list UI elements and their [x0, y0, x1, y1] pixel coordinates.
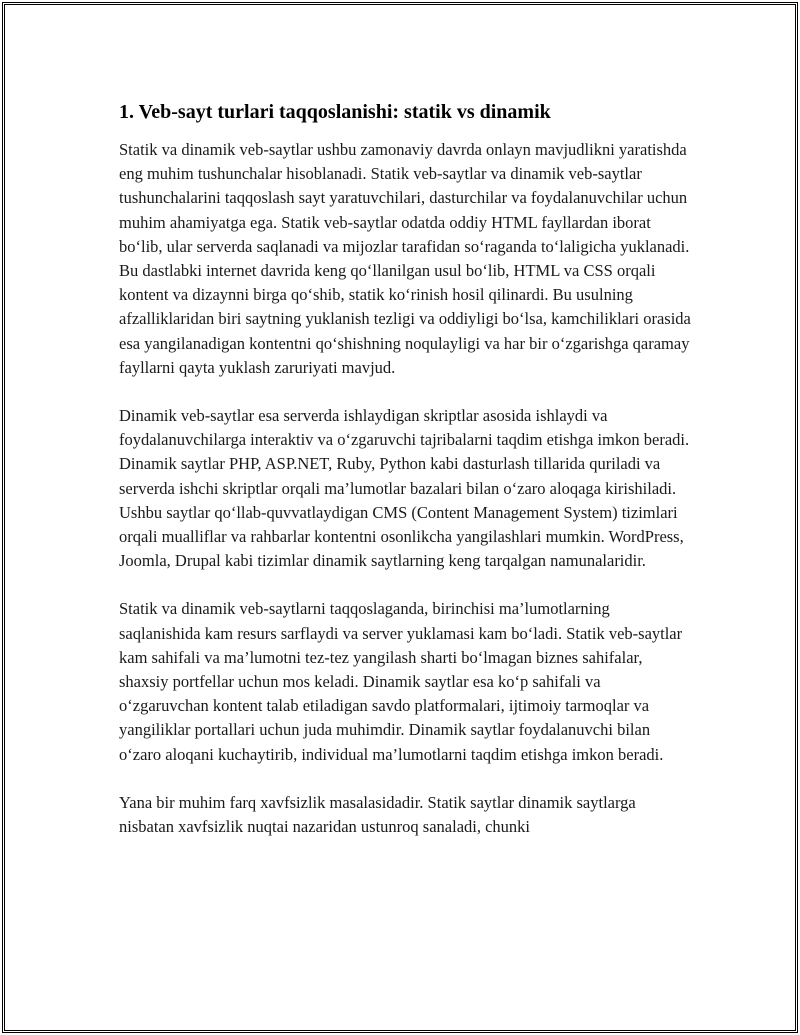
page-frame	[2, 2, 798, 1033]
paragraph-2: Dinamik veb-saytlar esa serverda ishlaydigan skriptlar asosida ishlaydi va foydalanuvchilarga interaktiv va o‘zgaruvchi tajribalarni taqdim etishga imkon beradi. Dinamik saytlar PHP, ASP.NET, Ruby, Python kabi dasturlash tillarida quriladi va serverda ishchi skriptlar orqali ma’lumotlar bazalari bilan o‘zaro aloqaga kirishiladi. Ushbu saytlar qo‘llab-quvvatlaydigan CMS (Content Management System) tizimlari orqali mualliflar va rahbarlar kontentni osonlikcha yangilashlari mumkin. WordPress, Joomla, Drupal kabi tizimlar dinamik saytlarning keng tarqalgan namunalaridir.	[119, 406, 690, 571]
paragraph-4: Yana bir muhim farq xavfsizlik masalasidadir. Statik saytlar dinamik saytlarga nisbatan xavfsizlik nuqtai nazaridan ustunroq sanaladi, chunki	[119, 792, 636, 837]
section-heading: 1. Veb-sayt turlari taqqoslanishi: statik vs dinamik	[119, 101, 551, 123]
document-body	[119, 100, 694, 863]
paragraph-3: Statik va dinamik veb-saytlarni taqqoslaganda, birinchisi ma’lumotlarning saqlanishida kam resurs sarflaydi va server yuklamasi kam bo‘ladi. Statik veb-saytlar kam sahifali va ma’lumotni tez-tez yangilash sharti bo‘lmagan biznes sahifalar, shaxsiy portfellar uchun mos keladi. Dinamik saytlar esa ko‘p sahifali va o‘zgaruvchan kontent talab etiladigan savdo platformalari, ijtimoiy tarmoqlar va yangiliklar portallari uchun juda muhimdir. Dinamik saytlar foydalanuvchi bilan o‘zaro aloqani kuchaytirib, individual ma’lumotlarni taqdim etishga imkon beradi.	[119, 599, 683, 764]
paragraph-1: Statik va dinamik veb-saytlar ushbu zamonaviy davrda onlayn mavjudlikni yaratishda eng muhim tushunchalar hisoblanadi. Statik veb-saytlar va dinamik veb-saytlar tushunchalarini taqqoslash sayt yaratuvchilari, dasturchilar va foydalanuvchilar uchun muhim ahamiyatga ega. Statik veb-saytlar odatda oddiy HTML fayllardan iborat bo‘lib, ular serverda saqlanadi va mijozlar tarafidan so‘raganda to‘laligicha yuklanadi. Bu dastlabki internet davrida keng qo‘llanilgan usul bo‘lib, HTML va CSS orqali kontent va dizaynni birga qo‘shib, statik ko‘rinish hosil qilinardi. Bu usulning afzalliklaridan biri saytning yuklanish tezligi va oddiyligi bo‘lsa, kamchiliklari orasida esa yangilanadigan kontentni qo‘shishning noqulayligi va har bir o‘zgarishga qaramay fayllarni qayta yuklash zaruriyati mavjud.	[119, 140, 691, 377]
